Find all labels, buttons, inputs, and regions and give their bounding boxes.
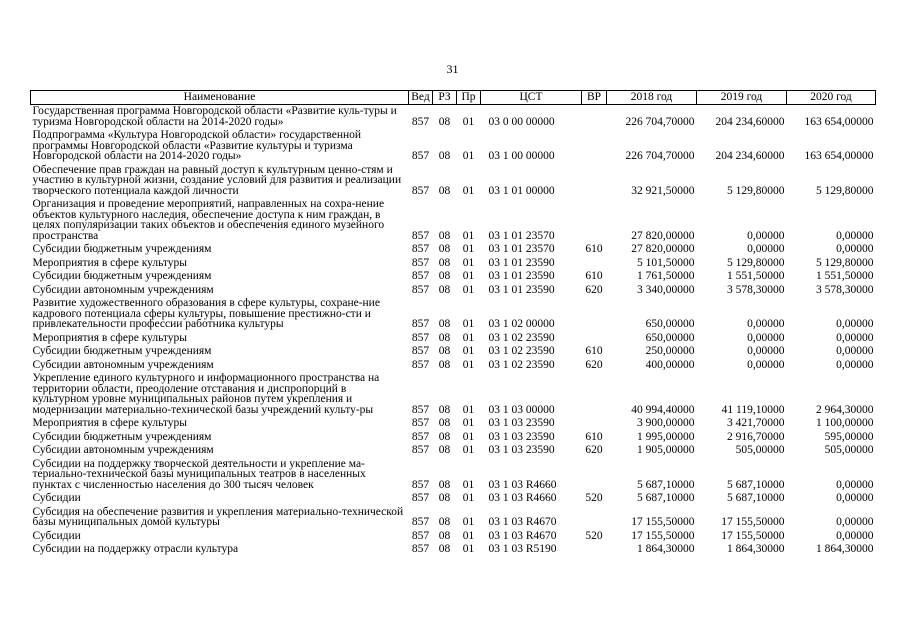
cst-cell: 03 1 01 23590 (488, 256, 555, 269)
item-name-cell: Субсидии бюджетным учреждениям (32, 270, 212, 282)
cst-cell: 03 1 03 R4660 (488, 492, 557, 504)
rz-cell: 08 (438, 270, 451, 282)
rz-cell: 08 (438, 345, 451, 357)
header-vr: ВР (582, 91, 607, 105)
year-2018-cell: 5 687,10000 (637, 478, 695, 491)
table-row (31, 345, 876, 359)
vr-cell: 620 (585, 358, 603, 371)
vr-cell (582, 257, 607, 271)
rz-cell: 08 (438, 403, 451, 416)
pr-cell: 01 (462, 256, 475, 269)
rz-cell: 08 (438, 150, 451, 162)
cst-cell: 03 0 00 00000 (488, 115, 555, 128)
ved-cell: 857 (411, 478, 430, 491)
pr-cell: 01 (462, 444, 475, 456)
year-2019-cell: 41 119,10000 (721, 403, 785, 416)
year-2019-cell: 1 864,30000 (727, 543, 785, 555)
cst-cell: 03 1 03 R4670 (488, 516, 557, 528)
year-2019-cell: 5 129,80000 (727, 256, 785, 269)
item-name-cell: Субсидии автономным учреждениям (32, 283, 214, 296)
year-2020-cell: 0,00000 (836, 529, 874, 542)
table-row (31, 543, 876, 557)
item-name-cell: Подпрограмма «Культура Новгородской области» государственной программы Новгородской области «Развитие культуры и туризма Новгородской области на 2014-2020 годы» (32, 129, 362, 162)
year-2019-cell: 0,00000 (747, 318, 785, 330)
year-2018-cell: 226 704,70000 (625, 115, 695, 128)
rz-cell: 08 (438, 283, 451, 296)
year-2019-cell: 505,00000 (735, 444, 785, 456)
item-name-cell: Мероприятия в сфере культуры (32, 331, 188, 344)
rz-cell: 08 (438, 184, 451, 197)
vr-cell (582, 372, 607, 417)
ved-cell: 857 (411, 150, 430, 162)
year-2018-cell: 27 820,00000 (631, 243, 695, 255)
item-name-cell: Субсидии на поддержку отрасли культура (32, 543, 239, 555)
pr-cell: 01 (462, 417, 475, 429)
rz-cell: 08 (438, 115, 451, 128)
ved-cell: 857 (411, 331, 430, 344)
cst-cell: 03 1 03 23590 (488, 444, 555, 456)
year-2019-cell: 17 155,50000 (721, 529, 785, 542)
table-row (31, 431, 876, 445)
year-2020-cell: 1 551,50000 (816, 270, 874, 282)
vr-cell (582, 164, 607, 199)
ved-cell: 857 (411, 229, 430, 242)
year-2018-cell: 1 761,50000 (637, 270, 695, 282)
item-name-cell: Развитие художественного образования в сфере культуры, сохране-ние кадрового потенциала сферы культуры, повышение престижно-сти и привлекательности профессии работника культуры (32, 297, 380, 330)
pr-cell: 01 (462, 492, 475, 504)
ved-cell: 857 (411, 403, 430, 416)
ved-cell: 857 (411, 417, 430, 429)
year-2019-cell: 1 551,50000 (727, 270, 785, 282)
year-2019-cell: 0,00000 (747, 358, 785, 371)
cst-cell: 03 1 03 23590 (488, 430, 555, 443)
pr-cell: 01 (462, 229, 475, 242)
year-2018-cell: 17 155,50000 (631, 516, 695, 528)
rz-cell: 08 (438, 430, 451, 443)
year-2018-cell: 3 900,00000 (637, 417, 695, 429)
year-2018-cell: 3 340,00000 (637, 283, 695, 296)
ved-cell: 857 (411, 430, 430, 443)
vr-cell (582, 458, 607, 493)
ved-cell: 857 (411, 543, 430, 555)
cst-cell: 03 1 02 23590 (488, 331, 555, 344)
year-2019-cell: 3 421,70000 (727, 417, 785, 429)
year-2020-cell: 2 964,30000 (816, 403, 874, 416)
ved-cell: 857 (411, 270, 430, 282)
year-2020-cell: 0,00000 (836, 331, 874, 344)
cst-cell: 03 1 00 00000 (488, 150, 555, 162)
ved-cell: 857 (411, 492, 430, 504)
rz-cell: 08 (438, 331, 451, 344)
header-2020: 2020 год (787, 91, 876, 105)
vr-cell (582, 506, 607, 530)
header-pr: Пр (457, 91, 481, 105)
year-2020-cell: 0,00000 (836, 243, 874, 255)
year-2018-cell: 400,00000 (645, 358, 695, 371)
year-2020-cell: 5 129,80000 (816, 256, 874, 269)
year-2020-cell: 163 654,00000 (804, 115, 874, 128)
table-row (31, 270, 876, 284)
year-2019-cell: 17 155,50000 (721, 516, 785, 528)
year-2018-cell: 250,00000 (645, 345, 695, 357)
year-2019-cell: 0,00000 (747, 331, 785, 344)
year-2019-cell: 5 687,10000 (727, 492, 785, 504)
year-2020-cell: 1 864,30000 (816, 543, 874, 555)
item-name-cell: Мероприятия в сфере культуры (32, 256, 188, 269)
rz-cell: 08 (438, 417, 451, 429)
table-row (31, 105, 876, 130)
rz-cell: 08 (438, 444, 451, 456)
item-name-cell: Субсидии автономным учреждениям (32, 358, 214, 371)
pr-cell: 01 (462, 150, 475, 162)
item-name-cell: Государственная программа Новгородской области «Развитие куль-туры и туризма Новгородской области на 2014-2020 годы» (32, 105, 397, 128)
item-name-cell: Субсидии бюджетным учреждениям (32, 430, 212, 443)
vr-cell: 620 (585, 444, 603, 456)
vr-cell (582, 297, 607, 332)
item-name-cell: Обеспечение прав граждан на равный доступ к культурным ценно-стям и участию в культурной жизни, создание условий для развития и реализации творческого потенциала каждой личности (32, 163, 402, 197)
table-row (31, 297, 876, 332)
rz-cell: 08 (438, 516, 451, 528)
table-row (31, 164, 876, 199)
year-2020-cell: 595,00000 (824, 430, 874, 443)
year-2020-cell: 0,00000 (836, 229, 874, 242)
pr-cell: 01 (462, 270, 475, 282)
year-2018-cell: 650,00000 (645, 318, 695, 330)
rz-cell: 08 (438, 256, 451, 269)
year-2019-cell: 3 578,30000 (727, 283, 785, 296)
year-2018-cell: 650,00000 (645, 331, 695, 344)
year-2019-cell: 204 234,60000 (715, 150, 785, 162)
year-2020-cell: 0,00000 (836, 492, 874, 504)
table-row (31, 417, 876, 431)
item-name-cell: Организация и проведение мероприятий, направленных на сохра-нение объектов культурного наследия, обеспечение доступа к ним граждан, в целях популяризации таких объектов и обеспечения единого музейного пространства (32, 198, 385, 242)
pr-cell: 01 (462, 115, 475, 128)
table-row (31, 359, 876, 373)
rz-cell: 08 (438, 243, 451, 255)
vr-cell: 610 (585, 270, 603, 282)
year-2018-cell: 1 995,00000 (637, 430, 695, 443)
year-2020-cell: 5 129,80000 (816, 184, 874, 197)
pr-cell: 01 (462, 331, 475, 344)
pr-cell: 01 (462, 403, 475, 416)
cst-cell: 03 1 01 00000 (488, 184, 555, 197)
vr-cell: 610 (585, 243, 603, 255)
item-name-cell: Мероприятия в сфере культуры (32, 417, 188, 429)
year-2020-cell: 163 654,00000 (804, 150, 874, 162)
year-2018-cell: 226 704,70000 (625, 150, 695, 162)
year-2018-cell: 5 687,10000 (637, 492, 695, 504)
item-name-cell: Субсидии бюджетным учреждениям (32, 345, 212, 357)
item-name-cell: Субсидии бюджетным учреждениям (32, 243, 212, 255)
item-name-cell: Субсидии (32, 529, 81, 542)
pr-cell: 01 (462, 345, 475, 357)
vr-cell (582, 417, 607, 431)
vr-cell: 610 (585, 430, 603, 443)
year-2020-cell: 3 578,30000 (816, 283, 874, 296)
vr-cell (582, 543, 607, 557)
item-name-cell: Субсидии (32, 492, 81, 504)
rz-cell: 08 (438, 318, 451, 330)
table-row (31, 372, 876, 417)
ved-cell: 857 (411, 243, 430, 255)
vr-cell: 520 (585, 492, 603, 504)
year-2019-cell: 0,00000 (747, 243, 785, 255)
ved-cell: 857 (411, 358, 430, 371)
year-2020-cell: 0,00000 (836, 516, 874, 528)
pr-cell: 01 (462, 358, 475, 371)
vr-cell (582, 105, 607, 130)
header-cst: ЦСТ (481, 91, 582, 105)
pr-cell: 01 (462, 184, 475, 197)
year-2020-cell: 0,00000 (836, 345, 874, 357)
header-name: Наименование (31, 91, 409, 105)
pr-cell: 01 (462, 478, 475, 491)
table-header-row (31, 91, 876, 105)
ved-cell: 857 (411, 529, 430, 542)
year-2019-cell: 204 234,60000 (715, 115, 785, 128)
year-2018-cell: 1 864,30000 (637, 543, 695, 555)
vr-cell: 620 (585, 283, 603, 296)
budget-table (30, 90, 876, 557)
table-row (31, 257, 876, 271)
cst-cell: 03 1 02 00000 (488, 318, 555, 330)
table-row (31, 492, 876, 506)
rz-cell: 08 (438, 529, 451, 542)
cst-cell: 03 1 01 23590 (488, 283, 555, 296)
item-name-cell: Укрепление единого культурного и информационного пространства на территории области, преодоление отставания и диспропорций в культурном уровне муниципальных районов путем укрепления и модернизации материально-технической базы учреждений культу-ры (32, 372, 380, 416)
year-2020-cell: 0,00000 (836, 318, 874, 330)
table-row (31, 129, 876, 164)
item-name-cell: Субсидии на поддержку творческой деятельности и укрепление ма-териально-технической базы муниципальных театров в населенных пунктах с численностью населения до 300 тысяч человек (32, 457, 366, 491)
rz-cell: 08 (438, 543, 451, 555)
year-2018-cell: 32 921,50000 (631, 184, 695, 197)
vr-cell (582, 198, 607, 243)
rz-cell: 08 (438, 478, 451, 491)
ved-cell: 857 (411, 444, 430, 456)
year-2018-cell: 40 994,40000 (631, 403, 695, 416)
year-2018-cell: 27 820,00000 (631, 229, 695, 242)
table-row (31, 506, 876, 530)
ved-cell: 857 (411, 256, 430, 269)
cst-cell: 03 1 03 00000 (488, 403, 555, 416)
vr-cell (582, 332, 607, 346)
cst-cell: 03 1 01 23570 (488, 243, 555, 255)
page-number: 31 (446, 62, 459, 76)
pr-cell: 01 (462, 283, 475, 296)
year-2019-cell: 0,00000 (747, 345, 785, 357)
vr-cell: 610 (585, 345, 603, 357)
year-2020-cell: 505,00000 (824, 444, 874, 456)
item-name-cell: Субсидия на обеспечение развития и укрепления материально-технической базы муниципальных домой культуры (32, 505, 404, 528)
ved-cell: 857 (411, 516, 430, 528)
table-row (31, 198, 876, 243)
pr-cell: 01 (462, 318, 475, 330)
ved-cell: 857 (411, 184, 430, 197)
table-row (31, 444, 876, 458)
year-2020-cell: 0,00000 (836, 358, 874, 371)
pr-cell: 01 (462, 516, 475, 528)
cst-cell: 03 1 03 R4670 (488, 529, 557, 542)
header-rz: РЗ (433, 91, 457, 105)
year-2018-cell: 1 905,00000 (637, 444, 695, 456)
cst-cell: 03 1 03 23590 (488, 417, 555, 429)
ved-cell: 857 (411, 283, 430, 296)
rz-cell: 08 (438, 229, 451, 242)
header-2019: 2019 год (697, 91, 787, 105)
pr-cell: 01 (462, 243, 475, 255)
year-2019-cell: 5 129,80000 (727, 184, 785, 197)
table-row (31, 284, 876, 298)
ved-cell: 857 (411, 318, 430, 330)
header-ved: Вед (409, 91, 433, 105)
table-row (31, 530, 876, 544)
cst-cell: 03 1 03 R5190 (488, 543, 557, 555)
pr-cell: 01 (462, 543, 475, 555)
cst-cell: 03 1 03 R4660 (488, 478, 557, 491)
year-2019-cell: 0,00000 (747, 229, 785, 242)
rz-cell: 08 (438, 492, 451, 504)
cst-cell: 03 1 01 23590 (488, 270, 555, 282)
year-2020-cell: 1 100,00000 (816, 417, 874, 429)
table-row (31, 243, 876, 257)
vr-cell: 520 (585, 529, 603, 542)
ved-cell: 857 (411, 345, 430, 357)
year-2020-cell: 0,00000 (836, 478, 874, 491)
rz-cell: 08 (438, 358, 451, 371)
pr-cell: 01 (462, 430, 475, 443)
pr-cell: 01 (462, 529, 475, 542)
cst-cell: 03 1 02 23590 (488, 358, 555, 371)
item-name-cell: Субсидии автономным учреждениям (32, 444, 214, 456)
table-row (31, 332, 876, 346)
year-2018-cell: 5 101,50000 (637, 256, 695, 269)
year-2019-cell: 2 916,70000 (727, 430, 785, 443)
year-2018-cell: 17 155,50000 (631, 529, 695, 542)
cst-cell: 03 1 02 23590 (488, 345, 555, 357)
year-2019-cell: 5 687,10000 (727, 478, 785, 491)
ved-cell: 857 (411, 115, 430, 128)
table-row (31, 458, 876, 493)
table-body (31, 105, 876, 557)
header-2018: 2018 год (607, 91, 697, 105)
cst-cell: 03 1 01 23570 (488, 229, 555, 242)
vr-cell (582, 129, 607, 164)
